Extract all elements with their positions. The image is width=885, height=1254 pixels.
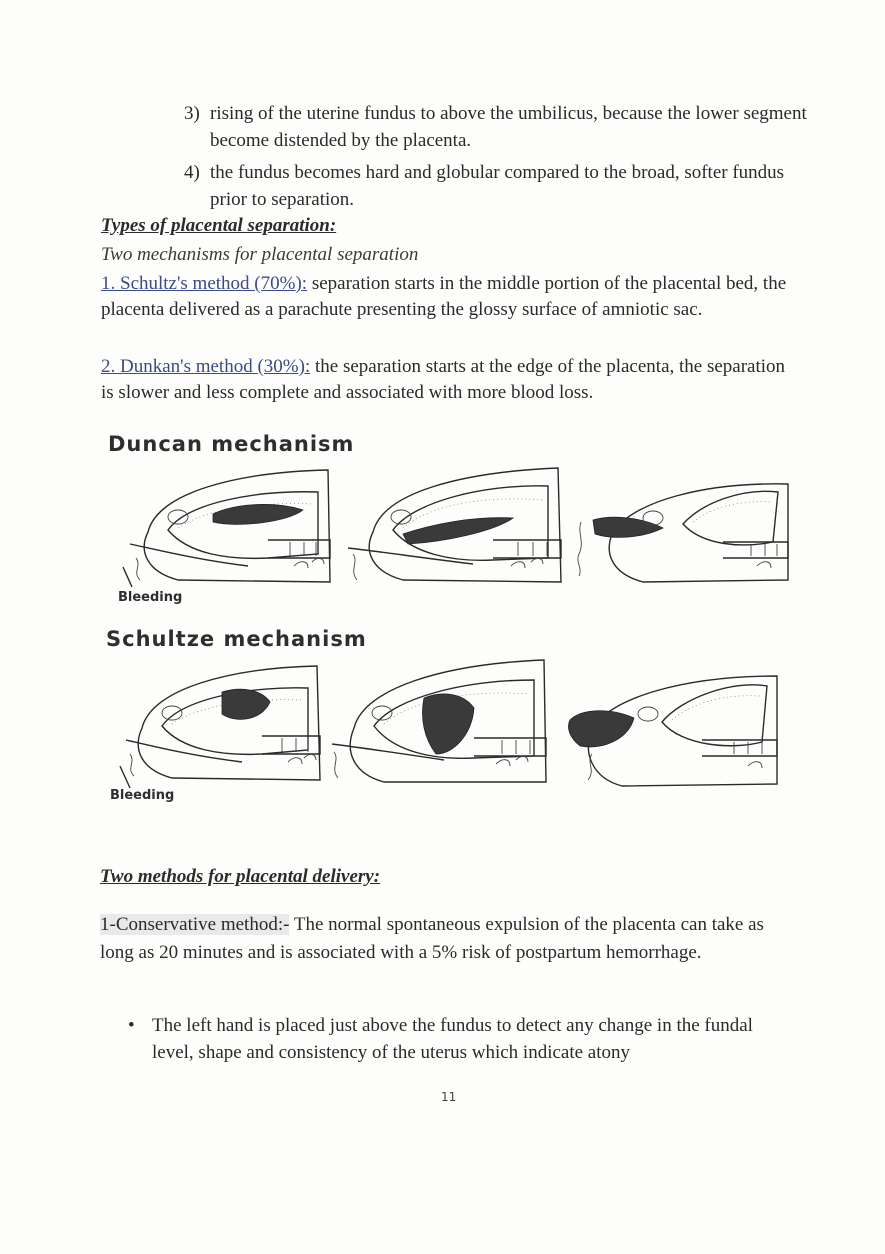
dunkan-method-label: 2. Dunkan's method (30%):: [101, 356, 311, 377]
types-heading: Types of placental separation:: [101, 215, 337, 236]
schultze-illustration: [112, 658, 792, 793]
list-number: 4): [184, 162, 200, 183]
schultze-panel-1: [120, 666, 320, 788]
conservative-method-text: The normal spontaneous expulsion of the placenta can take as long as 20 minutes and is associated with a 5% risk of postpartum hemorrhage.: [100, 914, 764, 963]
duncan-title: Duncan mechanism: [108, 432, 355, 456]
list-text: the fundus becomes hard and globular compared to the broad, softer fundus prior to separation.: [210, 162, 785, 210]
duncan-panel-3: [578, 484, 788, 582]
conservative-method-label: 1-Conservative method:-: [100, 914, 290, 935]
duncan-panel-2: [348, 468, 561, 582]
dunkan-paragraph: [101, 354, 801, 406]
schultze-panel-2: [332, 660, 546, 782]
page-number: 11: [441, 1090, 457, 1104]
types-subheading: Two mechanisms for placental separation: [101, 244, 419, 265]
schultze-bleeding-label: Bleeding: [110, 788, 175, 803]
schultze-panel-3: [568, 676, 777, 786]
duncan-panel-1: [123, 470, 330, 587]
conservative-paragraph: [100, 911, 790, 967]
schultze-title: Schultze mechanism: [106, 627, 367, 651]
list-number: 3): [184, 103, 200, 124]
bullet-icon: •: [128, 1015, 135, 1036]
schultz-paragraph: [101, 271, 801, 323]
schultz-method-label: 1. Schultz's method (70%):: [101, 273, 308, 294]
dunkan-method-text: the separation starts at the edge of the placenta, the separation is slower and less complete and associated with more blood loss.: [101, 356, 786, 403]
bullet-text: The left hand is placed just above the fundus to detect any change in the fundal level, shape and consistency of the uterus which indicate atony: [152, 1015, 753, 1063]
duncan-illustration: [118, 462, 798, 592]
schultz-method-text: separation starts in the middle portion of the placental bed, the placenta delivered as a parachute presenting the glossy surface of amniotic sac.: [101, 273, 787, 320]
delivery-heading: Two methods for placental delivery:: [100, 866, 381, 887]
duncan-bleeding-label: Bleeding: [118, 590, 183, 605]
list-text: rising of the uterine fundus to above the umbilicus, because the lower segment become distended by the placenta.: [210, 103, 807, 151]
